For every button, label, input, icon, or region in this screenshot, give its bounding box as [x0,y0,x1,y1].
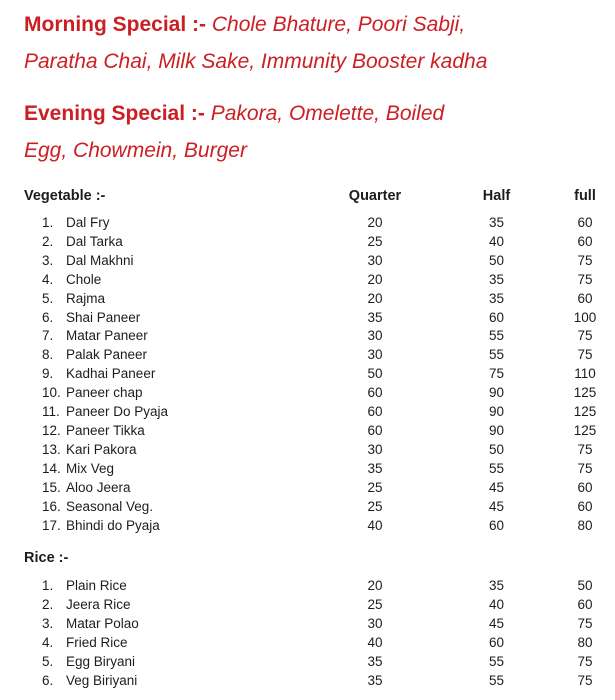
menu-item-row [24,615,610,634]
item-number: 6. [42,309,54,325]
morning-special [24,6,610,80]
row-indent [24,634,42,653]
row-indent [24,309,42,328]
item-number: 6. [42,672,54,688]
row-indent [24,252,42,271]
row-indent [24,672,42,691]
item-number: 9. [42,366,54,382]
section-header-row [24,548,610,568]
row-indent [24,365,42,384]
menu-item-row [24,460,610,479]
price-half: 35 [488,271,505,287]
row-indent [24,290,42,309]
price-half: 45 [488,498,505,514]
price-quarter: 30 [367,441,383,457]
item-name: Veg Biriyani [66,672,138,688]
menu-item-row [24,365,610,384]
price-half: 50 [488,252,505,268]
price-half: 90 [488,422,505,438]
row-indent [24,327,42,346]
item-name: Paneer Tikka [66,422,145,438]
item-name: Fried Rice [66,635,128,651]
price-half: 40 [488,597,505,613]
item-name: Egg Biryani [66,654,136,670]
price-half: 90 [488,404,505,420]
price-quarter: 60 [367,404,383,420]
row-indent [24,403,42,422]
row-indent [24,214,42,233]
item-name: Dal Makhni [66,252,134,268]
price-quarter: 20 [367,290,383,306]
price-quarter: 30 [367,616,383,632]
price-quarter: 25 [367,233,383,249]
price-full: 60 [577,597,593,613]
item-name: Paneer Do Pyaja [66,404,169,420]
row-indent [24,577,42,596]
price-full: 60 [577,290,593,306]
menu-item-row [24,290,610,309]
price-half: 55 [488,460,505,476]
item-number: 5. [42,654,54,670]
price-half: 35 [488,578,505,594]
menu-sections [24,186,610,691]
item-name: Aloo Jeera [66,479,131,495]
menu-item-row [24,327,610,346]
item-name: Matar Polao [66,616,139,632]
menu-item-row [24,233,610,252]
item-name: Jeera Rice [66,597,131,613]
menu-item-row [24,422,610,441]
column-header-quarter: Quarter [348,188,402,204]
row-indent [24,653,42,672]
row-indent [24,233,42,252]
item-name: Dal Fry [66,215,110,230]
item-number: 11. [42,404,60,420]
price-half: 60 [488,309,505,325]
price-quarter: 35 [367,672,383,688]
item-number: 8. [42,347,54,363]
menu-section [24,186,610,535]
price-quarter: 20 [367,271,383,287]
price-full: 75 [577,460,593,476]
item-number: 2. [42,597,54,613]
item-name: Rajma [66,290,106,306]
item-number: 14. [42,460,61,476]
evening-special-text-line2: Egg, Chowmein, Burger [24,139,247,162]
item-name: Dal Tarka [66,233,123,249]
row-indent [24,271,42,290]
price-quarter: 25 [367,498,383,514]
item-name: Chole [66,271,102,287]
morning-special-text-line1: Chole Bhature, Poori Sabji, [211,13,466,36]
column-header-half: Half [482,188,511,204]
menu-item-row [24,672,610,691]
price-full: 75 [577,328,593,344]
price-full: 125 [573,385,597,401]
row-indent [24,384,42,403]
row-indent [24,517,42,536]
column-header-full [560,548,610,568]
item-number: 1. [42,215,54,230]
item-number: 12. [42,422,61,438]
price-half: 55 [488,347,505,363]
price-full: 80 [577,517,593,533]
item-number: 7. [42,328,54,344]
price-quarter: 30 [367,328,383,344]
menu-item-row [24,252,610,271]
price-full: 80 [577,635,593,651]
menu-item-row [24,577,610,596]
price-half: 55 [488,654,505,670]
price-full: 100 [573,309,597,325]
price-quarter: 25 [367,479,383,495]
price-full: 60 [577,479,593,495]
item-name: Paneer chap [66,385,143,401]
item-name: Kari Pakora [66,441,137,457]
price-quarter: 25 [367,597,383,613]
menu-item-row [24,596,610,615]
row-indent [24,479,42,498]
menu-item-row [24,309,610,328]
row-indent [24,498,42,517]
price-quarter: 35 [367,460,383,476]
price-quarter: 60 [367,385,383,401]
menu-item-row [24,403,610,422]
menu-item-row [24,441,610,460]
menu-item-row [24,653,610,672]
item-number: 4. [42,635,54,651]
price-half: 60 [488,517,505,533]
price-full: 60 [577,498,593,514]
item-name: Kadhai Paneer [66,366,156,382]
specials-block [24,6,610,169]
price-full: 75 [577,672,593,688]
price-half: 55 [488,328,505,344]
menu-item-row [24,271,610,290]
price-full: 110 [574,366,596,382]
price-full: 60 [577,233,593,249]
item-name: Matar Paneer [66,328,148,344]
item-name: Shai Paneer [66,309,141,325]
item-number: 15. [42,479,61,495]
price-half: 45 [488,479,505,495]
menu-item-row [24,384,610,403]
price-quarter: 35 [367,654,383,670]
price-half: 75 [488,366,505,382]
column-header-half [433,548,560,568]
item-name: Plain Rice [66,578,127,594]
item-number: 5. [42,290,54,306]
price-half: 90 [488,385,505,401]
price-full: 50 [577,578,593,594]
menu-item-row [24,498,610,517]
price-quarter: 30 [367,347,383,363]
price-full: 75 [577,347,593,363]
row-indent [24,346,42,365]
menu-item-row [24,479,610,498]
price-quarter: 40 [367,517,383,533]
item-number: 1. [42,578,54,594]
menu-section [24,548,610,690]
price-quarter: 30 [367,252,383,268]
price-full: 125 [573,422,597,438]
item-name: Palak Paneer [66,347,148,363]
item-number: 10. [42,385,61,401]
price-full: 75 [577,616,593,632]
price-half: 50 [488,441,505,457]
section-title: Vegetable :- [24,188,106,204]
item-number: 4. [42,271,54,287]
price-full: 75 [577,252,593,268]
column-header-full: full [574,188,596,204]
menu-item-row [24,214,610,233]
evening-special [24,95,610,169]
row-indent [24,441,42,460]
item-name: Mix Veg [66,460,115,476]
price-full: 60 [577,215,593,230]
price-quarter: 40 [367,635,383,651]
section-header-row [24,186,610,206]
row-indent [24,460,42,479]
price-half: 55 [488,672,505,688]
price-full: 125 [573,404,597,420]
price-half: 35 [488,215,505,230]
price-quarter: 60 [367,422,383,438]
row-indent [24,422,42,441]
row-indent [24,596,42,615]
item-name: Seasonal Veg. [66,498,154,514]
section-item-list [24,214,610,535]
morning-special-label: Morning Special :- [24,13,207,36]
item-number: 13. [42,441,61,457]
price-half: 45 [488,616,505,632]
item-name: Bhindi do Pyaja [66,517,160,533]
price-half: 60 [488,635,505,651]
price-quarter: 20 [367,578,383,594]
menu-item-row [24,634,610,653]
price-half: 40 [488,233,505,249]
price-full: 75 [577,441,593,457]
evening-special-label: Evening Special :- [24,102,205,125]
section-item-list [24,577,610,690]
price-half: 35 [488,290,505,306]
morning-special-text-line2: Paratha Chai, Milk Sake, Immunity Booster kadha [24,50,488,73]
price-full: 75 [577,271,593,287]
section-title: Rice :- [24,550,69,567]
evening-special-text-line1: Pakora, Omelette, Boiled [210,102,445,125]
menu-item-row [24,517,610,536]
item-number: 16. [42,498,61,514]
price-quarter: 20 [367,215,383,230]
price-quarter: 50 [367,366,383,382]
menu-item-row [24,346,610,365]
item-number: 3. [42,252,54,268]
item-number: 17. [42,517,61,533]
column-header-quarter [317,548,433,568]
item-number: 3. [42,616,54,632]
item-number: 2. [42,233,54,249]
price-full: 75 [577,654,593,670]
row-indent [24,615,42,634]
price-quarter: 35 [367,309,383,325]
